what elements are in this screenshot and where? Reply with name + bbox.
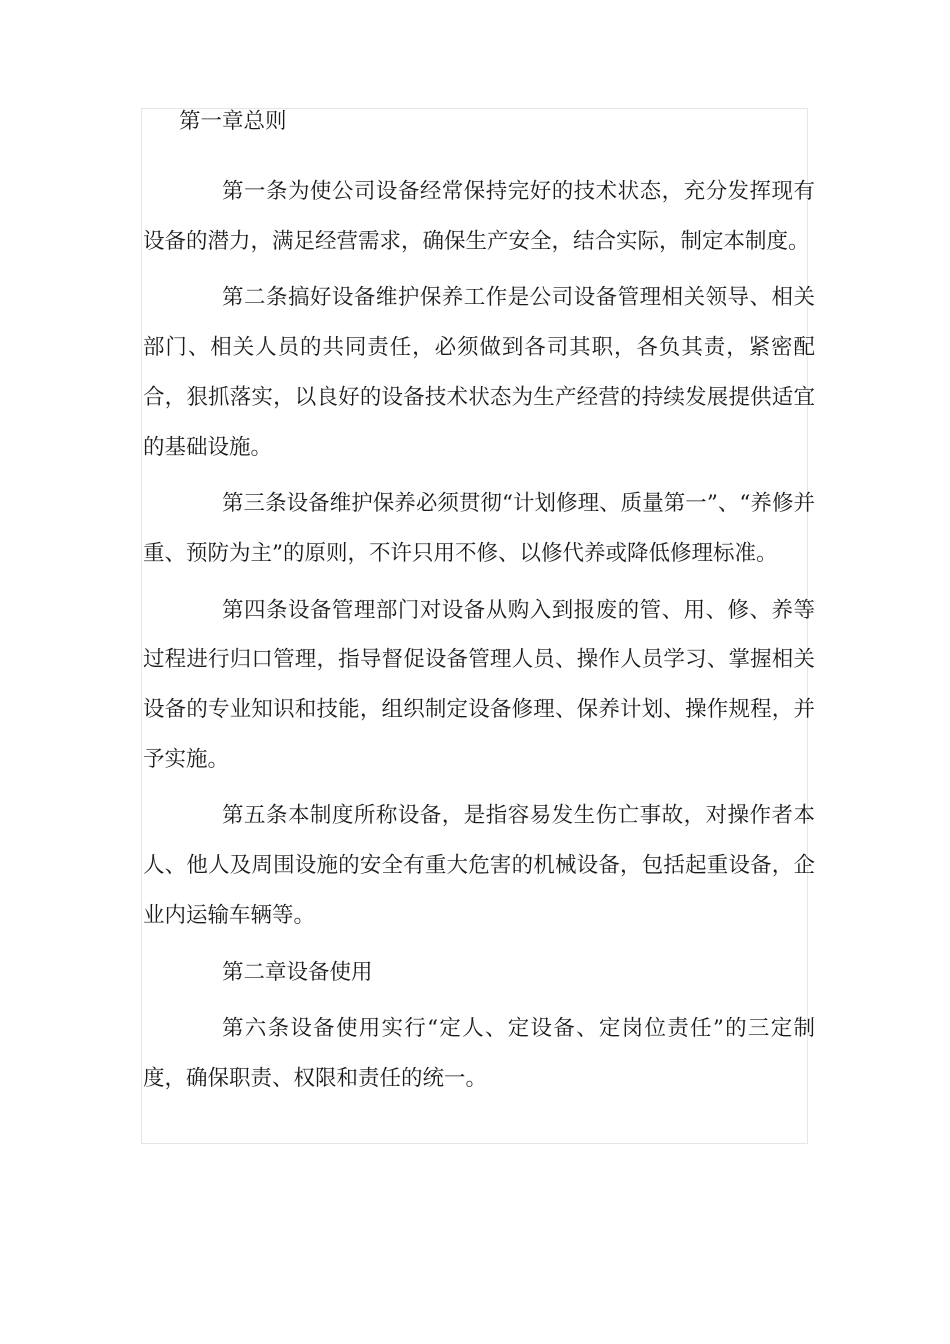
chapter-2-heading: 第二章设备使用 (222, 959, 373, 985)
article-3: 第三条设备维护保养必须贯彻“计划修理、质量第一”、“养修并重、预防为主”的原则，不许只用不修、以修代养或降低修理标准。 (143, 491, 815, 566)
chapter-1-heading: 第一章总则 (179, 109, 287, 134)
article-4: 第四条设备管理部门对设备从购入到报废的管、用、修、养等过程进行归口管理，指导督促设备管理人员、操作人员学习、掌握相关设备的专业知识和技能，组织制定设备修理、保养计划、操作规程，并予实施。 (143, 597, 815, 772)
document-body (143, 102, 815, 1104)
article-6: 第六条设备使用实行“定人、定设备、定岗位责任”的三定制度，确保职责、权限和责任的统一。 (143, 1016, 815, 1091)
article-1: 第一条为使公司设备经常保持完好的技术状态，充分发挥现有设备的潜力，满足经营需求，确保生产安全，结合实际，制定本制度。 (143, 179, 815, 254)
article-2: 第二条搞好设备维护保养工作是公司设备管理相关领导、相关部门、相关人员的共同责任，必须做到各司其职，各负其责，紧密配合，狠抓落实，以良好的设备技术状态为生产经营的持续发展提供适宜的基础设施。 (143, 285, 815, 460)
article-5: 第五条本制度所称设备，是指容易发生伤亡事故，对操作者本人、他人及周围设施的安全有重大危害的机械设备，包括起重设备，企业内运输车辆等。 (143, 803, 815, 928)
